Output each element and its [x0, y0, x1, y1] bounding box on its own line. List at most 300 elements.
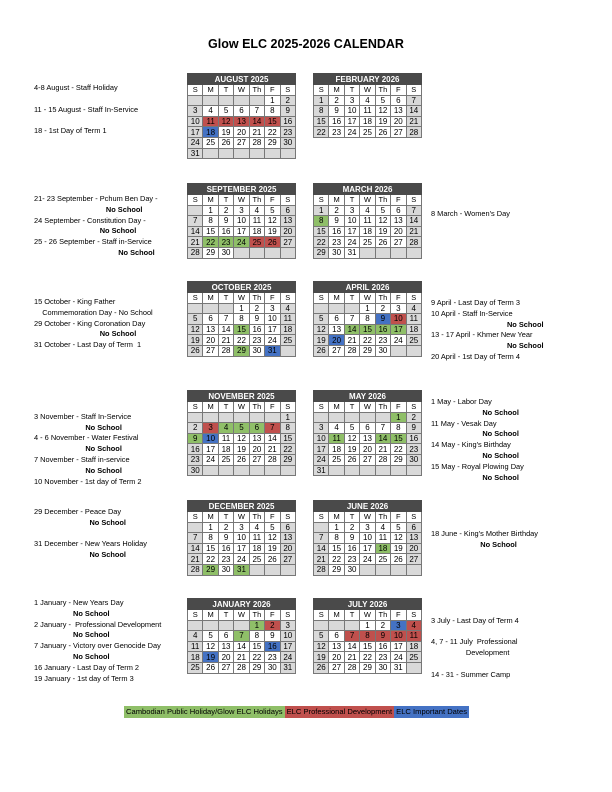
- day-cell: 23: [249, 335, 264, 346]
- day-cell: 9: [218, 216, 233, 227]
- empty-day-cell: [344, 303, 359, 314]
- empty-day-cell: [391, 465, 406, 476]
- day-cell: 16: [280, 116, 295, 127]
- day-cell: 6: [280, 205, 295, 216]
- day-cell: 17: [314, 444, 329, 455]
- day-cell: 25: [249, 554, 264, 565]
- legend: [124, 706, 469, 718]
- weekday-label: Th: [375, 85, 390, 96]
- day-cell: 10: [280, 631, 295, 642]
- day-cell: 24: [360, 554, 375, 565]
- day-cell: 23: [280, 127, 295, 138]
- weekday-label: M: [329, 610, 344, 621]
- month-name: NOVEMBER 2025: [188, 391, 296, 402]
- empty-day-cell: [344, 412, 359, 423]
- day-cell: 28: [344, 345, 359, 356]
- day-cell: 31: [314, 465, 329, 476]
- event-note: 24 September - Constitution Day -: [34, 215, 146, 225]
- weekday-label: M: [329, 512, 344, 523]
- day-cell: 12: [265, 533, 280, 544]
- day-cell: 19: [375, 116, 390, 127]
- day-cell: 2: [218, 205, 233, 216]
- empty-day-cell: [265, 564, 280, 575]
- day-cell: 4: [406, 620, 421, 631]
- day-cell: 21: [406, 116, 421, 127]
- month-name: MAY 2026: [314, 391, 422, 402]
- day-cell: 10: [344, 106, 359, 117]
- weekday-label: W: [360, 293, 375, 304]
- day-cell: 6: [280, 522, 295, 533]
- day-cell: 23: [375, 335, 390, 346]
- day-cell: 14: [249, 116, 264, 127]
- weekday-label: S: [188, 402, 203, 413]
- day-cell: 23: [265, 652, 280, 663]
- empty-day-cell: [406, 662, 421, 673]
- day-cell: 13: [218, 641, 233, 652]
- day-cell: 5: [314, 631, 329, 642]
- event-note: 7 January - Victory over Genocide Day: [34, 641, 161, 651]
- empty-day-cell: [280, 148, 295, 159]
- day-cell: 22: [203, 554, 218, 565]
- day-cell: 20: [406, 543, 421, 554]
- day-cell: 24: [344, 127, 359, 138]
- day-cell: 27: [280, 237, 295, 248]
- day-cell: 6: [406, 522, 421, 533]
- day-cell: 16: [218, 543, 233, 554]
- day-cell: 27: [218, 662, 233, 673]
- day-cell: 15: [360, 641, 375, 652]
- weekday-label: S: [314, 85, 329, 96]
- day-cell: 3: [188, 106, 203, 117]
- day-cell: 13: [234, 116, 249, 127]
- day-cell: 23: [329, 127, 344, 138]
- empty-day-cell: [406, 247, 421, 258]
- day-cell: 24: [234, 554, 249, 565]
- no-school-note: No School: [34, 651, 110, 661]
- day-cell: 14: [265, 433, 280, 444]
- month-calendar: [313, 598, 422, 674]
- day-cell: 26: [314, 345, 329, 356]
- day-cell: 11: [249, 533, 264, 544]
- weekday-label: S: [406, 293, 421, 304]
- legend-professional-development: ELC Professional Development: [286, 707, 393, 716]
- weekday-label: W: [360, 610, 375, 621]
- empty-day-cell: [314, 522, 329, 533]
- day-cell: 1: [391, 412, 406, 423]
- day-cell: 25: [203, 137, 218, 148]
- no-school-note: No School: [34, 630, 110, 640]
- event-note: [34, 115, 138, 126]
- weekday-label: S: [188, 85, 203, 96]
- day-cell: 17: [344, 226, 359, 237]
- day-cell: 3: [344, 205, 359, 216]
- day-cell: 20: [391, 226, 406, 237]
- day-cell: 2: [375, 620, 390, 631]
- day-cell: 4: [249, 522, 264, 533]
- day-cell: 14: [344, 324, 359, 335]
- no-school-note: No School: [34, 329, 137, 339]
- day-cell: 24: [314, 454, 329, 465]
- day-cell: 13: [329, 641, 344, 652]
- weekday-label: W: [234, 512, 249, 523]
- weekday-label: S: [280, 195, 295, 206]
- day-cell: 21: [188, 554, 203, 565]
- empty-day-cell: [188, 522, 203, 533]
- month-name: AUGUST 2025: [188, 74, 296, 85]
- day-cell: 23: [329, 237, 344, 248]
- day-cell: 29: [360, 662, 375, 673]
- day-cell: 9: [280, 106, 295, 117]
- day-cell: 2: [280, 95, 295, 106]
- day-cell: 19: [234, 444, 249, 455]
- weekday-label: T: [344, 195, 359, 206]
- day-cell: 26: [188, 345, 203, 356]
- day-cell: 29: [314, 247, 329, 258]
- event-note: 2 January - Professional Development: [34, 619, 162, 629]
- day-cell: 16: [375, 324, 390, 335]
- day-cell: 8: [329, 533, 344, 544]
- day-cell: 1: [203, 205, 218, 216]
- month-calendar: [187, 73, 296, 159]
- weekday-label: Th: [375, 512, 390, 523]
- day-cell: 2: [218, 522, 233, 533]
- event-note: [431, 518, 538, 529]
- day-cell: 15: [203, 543, 218, 554]
- day-cell: 24: [234, 237, 249, 248]
- weekday-label: M: [203, 85, 218, 96]
- day-cell: 12: [375, 216, 390, 227]
- day-cell: 13: [391, 106, 406, 117]
- weekday-label: S: [314, 402, 329, 413]
- day-cell: 19: [188, 335, 203, 346]
- day-cell: 8: [234, 314, 249, 325]
- day-cell: 19: [265, 226, 280, 237]
- day-cell: 2: [375, 303, 390, 314]
- day-cell: 18: [249, 543, 264, 554]
- month-name: SEPTEMBER 2025: [188, 184, 296, 195]
- day-cell: 17: [344, 116, 359, 127]
- day-cell: 24: [203, 454, 218, 465]
- left-notes: [34, 297, 153, 351]
- day-cell: 9: [329, 216, 344, 227]
- day-cell: 28: [265, 454, 280, 465]
- weekday-label: S: [188, 195, 203, 206]
- day-cell: 7: [218, 314, 233, 325]
- day-cell: 22: [360, 335, 375, 346]
- day-cell: 26: [203, 662, 218, 673]
- weekday-label: Th: [375, 195, 390, 206]
- day-cell: 6: [391, 205, 406, 216]
- month-name: FEBRUARY 2026: [314, 74, 422, 85]
- empty-day-cell: [249, 564, 264, 575]
- weekday-label: S: [314, 610, 329, 621]
- month-calendar: [313, 73, 422, 138]
- month-name: JANUARY 2026: [188, 599, 296, 610]
- day-cell: 2: [188, 423, 203, 434]
- no-school-note: No School: [431, 319, 544, 329]
- day-cell: 6: [329, 314, 344, 325]
- day-cell: 21: [375, 444, 390, 455]
- empty-day-cell: [329, 303, 344, 314]
- day-cell: 22: [360, 652, 375, 663]
- day-cell: 23: [344, 554, 359, 565]
- weekday-label: F: [265, 512, 280, 523]
- month-calendar: [187, 281, 296, 357]
- empty-day-cell: [329, 465, 344, 476]
- empty-day-cell: [234, 620, 249, 631]
- day-cell: 14: [375, 433, 390, 444]
- day-cell: 22: [329, 554, 344, 565]
- no-school-note: No School: [431, 539, 517, 549]
- day-cell: 21: [314, 554, 329, 565]
- weekday-label: T: [344, 293, 359, 304]
- event-note: 31 October - Last Day of Term 1: [34, 340, 142, 350]
- day-cell: 25: [360, 237, 375, 248]
- empty-day-cell: [203, 620, 218, 631]
- empty-day-cell: [391, 564, 406, 575]
- day-cell: 13: [406, 533, 421, 544]
- day-cell: 30: [249, 345, 264, 356]
- empty-day-cell: [375, 412, 390, 423]
- event-note: 11 May - Vesak Day: [431, 418, 497, 428]
- day-cell: 12: [314, 641, 329, 652]
- empty-day-cell: [406, 465, 421, 476]
- day-cell: 7: [344, 631, 359, 642]
- event-note: 4-8 August - Staff Holiday: [34, 83, 118, 92]
- day-cell: 18: [218, 444, 233, 455]
- day-cell: 10: [234, 216, 249, 227]
- day-cell: 25: [406, 652, 421, 663]
- empty-day-cell: [265, 465, 280, 476]
- day-cell: 20: [280, 543, 295, 554]
- empty-day-cell: [188, 95, 203, 106]
- month-calendar: [313, 500, 422, 576]
- weekday-label: F: [391, 512, 406, 523]
- empty-day-cell: [218, 95, 233, 106]
- day-cell: 21: [234, 652, 249, 663]
- day-cell: 4: [360, 205, 375, 216]
- day-cell: 29: [265, 137, 280, 148]
- day-cell: 6: [360, 423, 375, 434]
- day-cell: 11: [406, 314, 421, 325]
- day-cell: 9: [406, 423, 421, 434]
- event-note: [34, 529, 147, 540]
- day-cell: 12: [391, 533, 406, 544]
- no-school-note: No School: [34, 422, 122, 432]
- weekday-label: Th: [249, 512, 264, 523]
- day-cell: 17: [234, 226, 249, 237]
- day-cell: 27: [329, 662, 344, 673]
- day-cell: 15: [265, 116, 280, 127]
- day-cell: 28: [344, 662, 359, 673]
- empty-day-cell: [375, 564, 390, 575]
- month-calendar: [187, 183, 296, 259]
- day-cell: 13: [203, 324, 218, 335]
- day-cell: 2: [249, 303, 264, 314]
- weekday-label: M: [203, 402, 218, 413]
- event-note: 11 - 15 August - Staff In-Service: [34, 104, 139, 114]
- event-note: 13 - 17 April - Khmer New Year: [431, 330, 533, 340]
- day-cell: 26: [375, 237, 390, 248]
- day-cell: 20: [329, 335, 344, 346]
- event-note: [431, 659, 519, 670]
- day-cell: 12: [314, 324, 329, 335]
- event-note: 21- 23 September - Pchum Ben Day -: [34, 194, 158, 203]
- day-cell: 19: [203, 652, 218, 663]
- weekday-label: T: [218, 610, 233, 621]
- day-cell: 15: [314, 226, 329, 237]
- day-cell: 14: [406, 216, 421, 227]
- day-cell: 14: [218, 324, 233, 335]
- empty-day-cell: [218, 303, 233, 314]
- day-cell: 14: [314, 543, 329, 554]
- day-cell: 12: [375, 106, 390, 117]
- day-cell: 10: [203, 433, 218, 444]
- day-cell: 18: [280, 324, 295, 335]
- day-cell: 26: [391, 554, 406, 565]
- day-cell: 3: [234, 522, 249, 533]
- weekday-label: S: [314, 512, 329, 523]
- event-note: [34, 94, 138, 105]
- day-cell: 11: [203, 116, 218, 127]
- day-cell: 12: [188, 324, 203, 335]
- weekday-label: F: [265, 293, 280, 304]
- day-cell: 15: [234, 324, 249, 335]
- day-cell: 6: [249, 423, 264, 434]
- day-cell: 16: [406, 433, 421, 444]
- empty-day-cell: [391, 247, 406, 258]
- day-cell: 30: [329, 247, 344, 258]
- day-cell: 18: [203, 127, 218, 138]
- day-cell: 30: [218, 247, 233, 258]
- day-cell: 27: [280, 554, 295, 565]
- day-cell: 4: [329, 423, 344, 434]
- weekday-label: F: [265, 195, 280, 206]
- day-cell: 4: [218, 423, 233, 434]
- weekday-label: S: [406, 402, 421, 413]
- day-cell: 20: [234, 127, 249, 138]
- day-cell: 7: [406, 95, 421, 106]
- weekday-label: W: [234, 293, 249, 304]
- day-cell: 9: [188, 433, 203, 444]
- weekday-label: T: [218, 402, 233, 413]
- day-cell: 21: [406, 226, 421, 237]
- day-cell: 8: [314, 216, 329, 227]
- day-cell: 24: [188, 137, 203, 148]
- event-note: 18 June - King's Mother Birthday: [431, 528, 538, 538]
- day-cell: 19: [314, 652, 329, 663]
- day-cell: 24: [344, 237, 359, 248]
- day-cell: 18: [329, 444, 344, 455]
- day-cell: 9: [249, 314, 264, 325]
- day-cell: 30: [344, 564, 359, 575]
- empty-day-cell: [249, 95, 264, 106]
- day-cell: 11: [218, 433, 233, 444]
- weekday-label: Th: [249, 195, 264, 206]
- day-cell: 13: [360, 433, 375, 444]
- day-cell: 4: [188, 631, 203, 642]
- weekday-label: T: [218, 85, 233, 96]
- day-cell: 15: [329, 543, 344, 554]
- weekday-label: T: [218, 512, 233, 523]
- weekday-label: S: [280, 293, 295, 304]
- day-cell: 3: [265, 303, 280, 314]
- weekday-label: F: [265, 402, 280, 413]
- day-cell: 29: [391, 454, 406, 465]
- day-cell: 10: [360, 533, 375, 544]
- weekday-label: S: [314, 293, 329, 304]
- empty-day-cell: [203, 148, 218, 159]
- day-cell: 16: [375, 641, 390, 652]
- no-school-note: No School: [34, 204, 143, 214]
- day-cell: 11: [249, 216, 264, 227]
- day-cell: 23: [188, 454, 203, 465]
- empty-day-cell: [280, 465, 295, 476]
- weekday-label: Th: [249, 293, 264, 304]
- weekday-label: T: [344, 402, 359, 413]
- event-note: Development: [431, 648, 510, 658]
- day-cell: 21: [218, 335, 233, 346]
- event-note: 1 January - New Years Day: [34, 598, 124, 607]
- event-note: 14 May - King's Birthday: [431, 440, 511, 450]
- left-notes: [34, 401, 141, 487]
- day-cell: 27: [329, 345, 344, 356]
- month-name: APRIL 2026: [314, 282, 422, 293]
- event-note: [34, 401, 141, 412]
- day-cell: 30: [218, 564, 233, 575]
- month-name: JULY 2026: [314, 599, 422, 610]
- day-cell: 19: [314, 335, 329, 346]
- day-cell: 11: [375, 533, 390, 544]
- day-cell: 27: [360, 454, 375, 465]
- day-cell: 8: [203, 533, 218, 544]
- weekday-label: S: [280, 610, 295, 621]
- day-cell: 8: [280, 423, 295, 434]
- day-cell: 25: [249, 237, 264, 248]
- empty-day-cell: [218, 412, 233, 423]
- weekday-label: M: [329, 85, 344, 96]
- day-cell: 23: [375, 652, 390, 663]
- empty-day-cell: [375, 247, 390, 258]
- day-cell: 18: [375, 543, 390, 554]
- empty-day-cell: [234, 148, 249, 159]
- right-notes: [431, 198, 510, 220]
- day-cell: 5: [203, 631, 218, 642]
- day-cell: 8: [314, 106, 329, 117]
- event-note: 15 May - Royal Plowing Day: [431, 461, 524, 471]
- day-cell: 1: [329, 522, 344, 533]
- month-calendar: [187, 598, 296, 674]
- day-cell: 2: [329, 95, 344, 106]
- empty-day-cell: [280, 247, 295, 258]
- day-cell: 3: [360, 522, 375, 533]
- event-note: 19 January - 1st day of Term 3: [34, 673, 134, 683]
- day-cell: 10: [188, 116, 203, 127]
- day-cell: 1: [265, 95, 280, 106]
- month-calendar: [187, 500, 296, 576]
- weekday-label: W: [234, 610, 249, 621]
- day-cell: 11: [329, 433, 344, 444]
- day-cell: 13: [391, 216, 406, 227]
- left-notes: [34, 507, 147, 561]
- legend-important-dates: ELC Important Dates: [396, 707, 468, 716]
- no-school-note: No School: [431, 472, 519, 482]
- day-cell: 4: [375, 522, 390, 533]
- event-note: [431, 198, 510, 209]
- day-cell: 10: [391, 631, 406, 642]
- day-cell: 5: [234, 423, 249, 434]
- day-cell: 19: [344, 444, 359, 455]
